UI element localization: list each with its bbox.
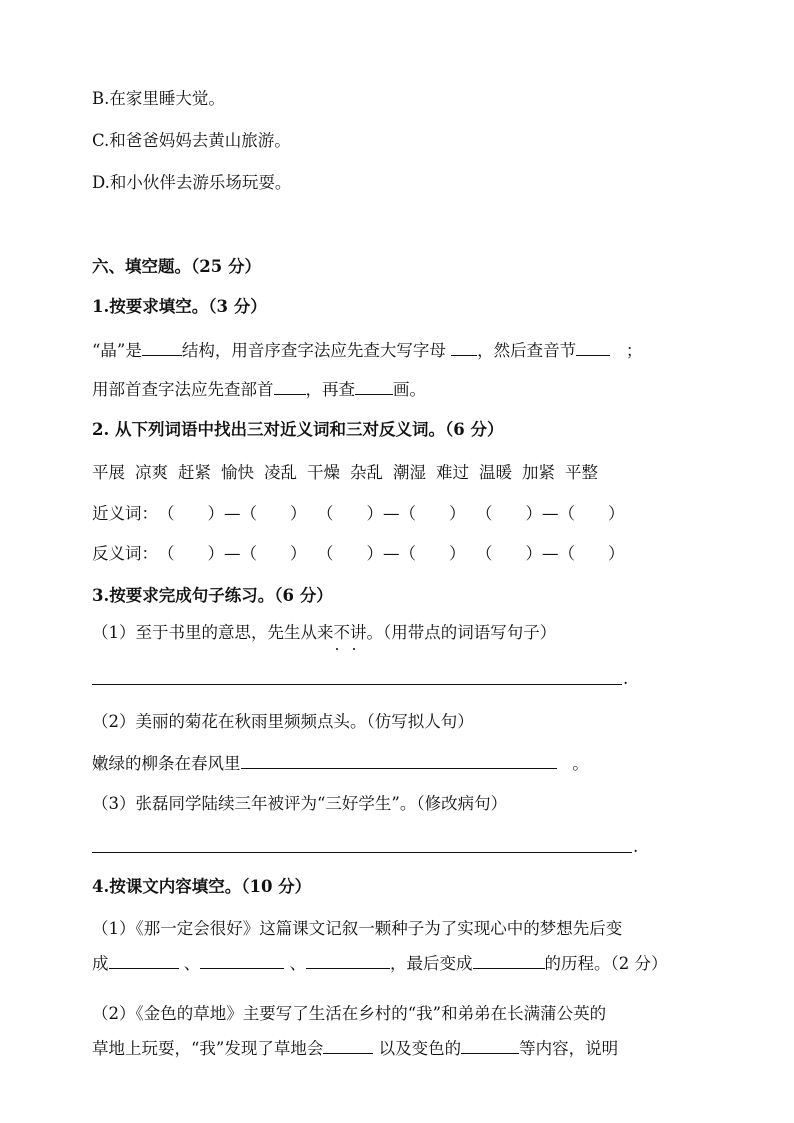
- word-list: [92, 462, 608, 484]
- answer-blank[interactable]: [355, 378, 393, 395]
- q4-title: 4.按课文内容填空。（10 分）: [92, 877, 312, 896]
- antonym-pair[interactable]: （ ）—（ ）: [476, 544, 625, 563]
- q2-title: 2. 从下列词语中找出三对近义词和三对反义词。（6 分）: [92, 420, 504, 439]
- q3-s2-prefix: 嫩绿的柳条在春风里: [92, 754, 241, 773]
- q4-p1-line1: （1）《那一定会很好》这篇课文记叙一颗种子为了实现心中的梦想先后变: [92, 919, 623, 938]
- word-item: 赶紧: [178, 463, 211, 482]
- q4-p2-line1: （2）《金色的草地》主要写了生活在乡村的“我”和弟弟在长满蒲公英的: [92, 1004, 607, 1023]
- q3-s2-suffix: 。: [572, 754, 589, 773]
- section-title: 六、填空题。（25 分）: [92, 257, 261, 276]
- q3-sentence1: （1）至于书里的意思，先生从来不讲。（用带点的词语写句子）: [92, 623, 557, 642]
- q4-p1-text-c: 、: [289, 954, 306, 973]
- q4-p2-text-b: 以及变色的: [378, 1039, 462, 1058]
- answer-blank[interactable]: [576, 339, 610, 356]
- word-item: 凉爽: [135, 463, 168, 482]
- answer-blank[interactable]: [241, 752, 557, 769]
- q4-p2-text-c: 等内容，说明: [519, 1039, 619, 1058]
- word-item: 凌乱: [264, 463, 297, 482]
- q1-line1: [92, 339, 642, 362]
- word-item: 温暖: [479, 463, 512, 482]
- line-end-period: .: [633, 837, 639, 856]
- synonym-pair[interactable]: （ ）—（ ）: [476, 504, 625, 523]
- line-end-period: .: [623, 669, 629, 688]
- q4-p2-line2: [92, 1037, 618, 1060]
- antonym-label: 反义词：: [92, 544, 158, 563]
- answer-blank[interactable]: [323, 1037, 373, 1054]
- q4-p1-text-e: 的历程。（2 分）: [544, 954, 668, 973]
- emphasis-dot: [353, 648, 355, 650]
- word-item: 愉快: [221, 463, 254, 482]
- synonym-pair[interactable]: （ ）—（ ）: [158, 504, 307, 523]
- q1-text-d: ；: [625, 341, 643, 360]
- q4-p1-text-a: 成: [92, 954, 109, 973]
- word-item: 平整: [565, 463, 598, 482]
- answer-line[interactable]: [92, 852, 632, 853]
- antonym-row: [92, 543, 625, 565]
- q1-title: 1.按要求填空。（3 分）: [92, 297, 267, 316]
- q3-sentence3: （3）张磊同学陆续三年被评为“三好学生”。（修改病句）: [92, 794, 508, 813]
- option-d: D.和小伙伴去游乐场玩耍。: [92, 173, 292, 192]
- answer-blank[interactable]: [274, 378, 306, 395]
- synonym-label: 近义词：: [92, 504, 158, 523]
- q1-text-c: ，然后查音节: [477, 341, 577, 360]
- q1-text-f: ，再查: [305, 380, 355, 399]
- emphasis-dot: [336, 648, 338, 650]
- q3-sentence2: （2）美丽的菊花在秋雨里频频点头。（仿写拟人句）: [92, 712, 474, 731]
- q1-text-b: 结构，用音序查字法应先查大写字母: [181, 341, 446, 360]
- answer-blank[interactable]: [451, 339, 477, 356]
- antonym-pair[interactable]: （ ）—（ ）: [317, 544, 466, 563]
- antonym-pair[interactable]: （ ）—（ ）: [158, 544, 307, 563]
- q4-p1-text-d: ，最后变成: [390, 954, 473, 973]
- synonym-pair[interactable]: （ ）—（ ）: [317, 504, 466, 523]
- word-item: 平展: [92, 463, 125, 482]
- answer-blank[interactable]: [473, 952, 545, 969]
- option-c: C.和爸爸妈妈去黄山旅游。: [92, 131, 291, 150]
- q1-text-e: 用部首查字法应先查部首: [92, 380, 274, 399]
- q1-text-g: 画。: [393, 380, 426, 399]
- answer-blank[interactable]: [142, 339, 182, 356]
- q4-p2-text-a: 草地上玩耍，“我”发现了草地会: [92, 1039, 324, 1058]
- word-item: 潮湿: [393, 463, 426, 482]
- word-item: 加紧: [522, 463, 555, 482]
- q1-text-a: “晶”是: [92, 341, 142, 360]
- answer-blank[interactable]: [200, 952, 284, 969]
- q4-p1-text-b: 、: [183, 954, 201, 973]
- answer-blank[interactable]: [461, 1037, 519, 1054]
- word-item: 干燥: [307, 463, 340, 482]
- answer-line[interactable]: [92, 684, 622, 685]
- word-item: 杂乱: [350, 463, 383, 482]
- answer-blank[interactable]: [109, 952, 179, 969]
- q3-sentence2-answer: [92, 752, 589, 775]
- q4-p1-line2: [92, 952, 668, 975]
- option-b: B.在家里睡大觉。: [92, 89, 225, 108]
- synonym-row: [92, 503, 625, 525]
- q1-line2: [92, 378, 426, 401]
- word-item: 难过: [436, 463, 469, 482]
- answer-blank[interactable]: [306, 952, 390, 969]
- q3-title: 3.按要求完成句子练习。（6 分）: [92, 586, 333, 605]
